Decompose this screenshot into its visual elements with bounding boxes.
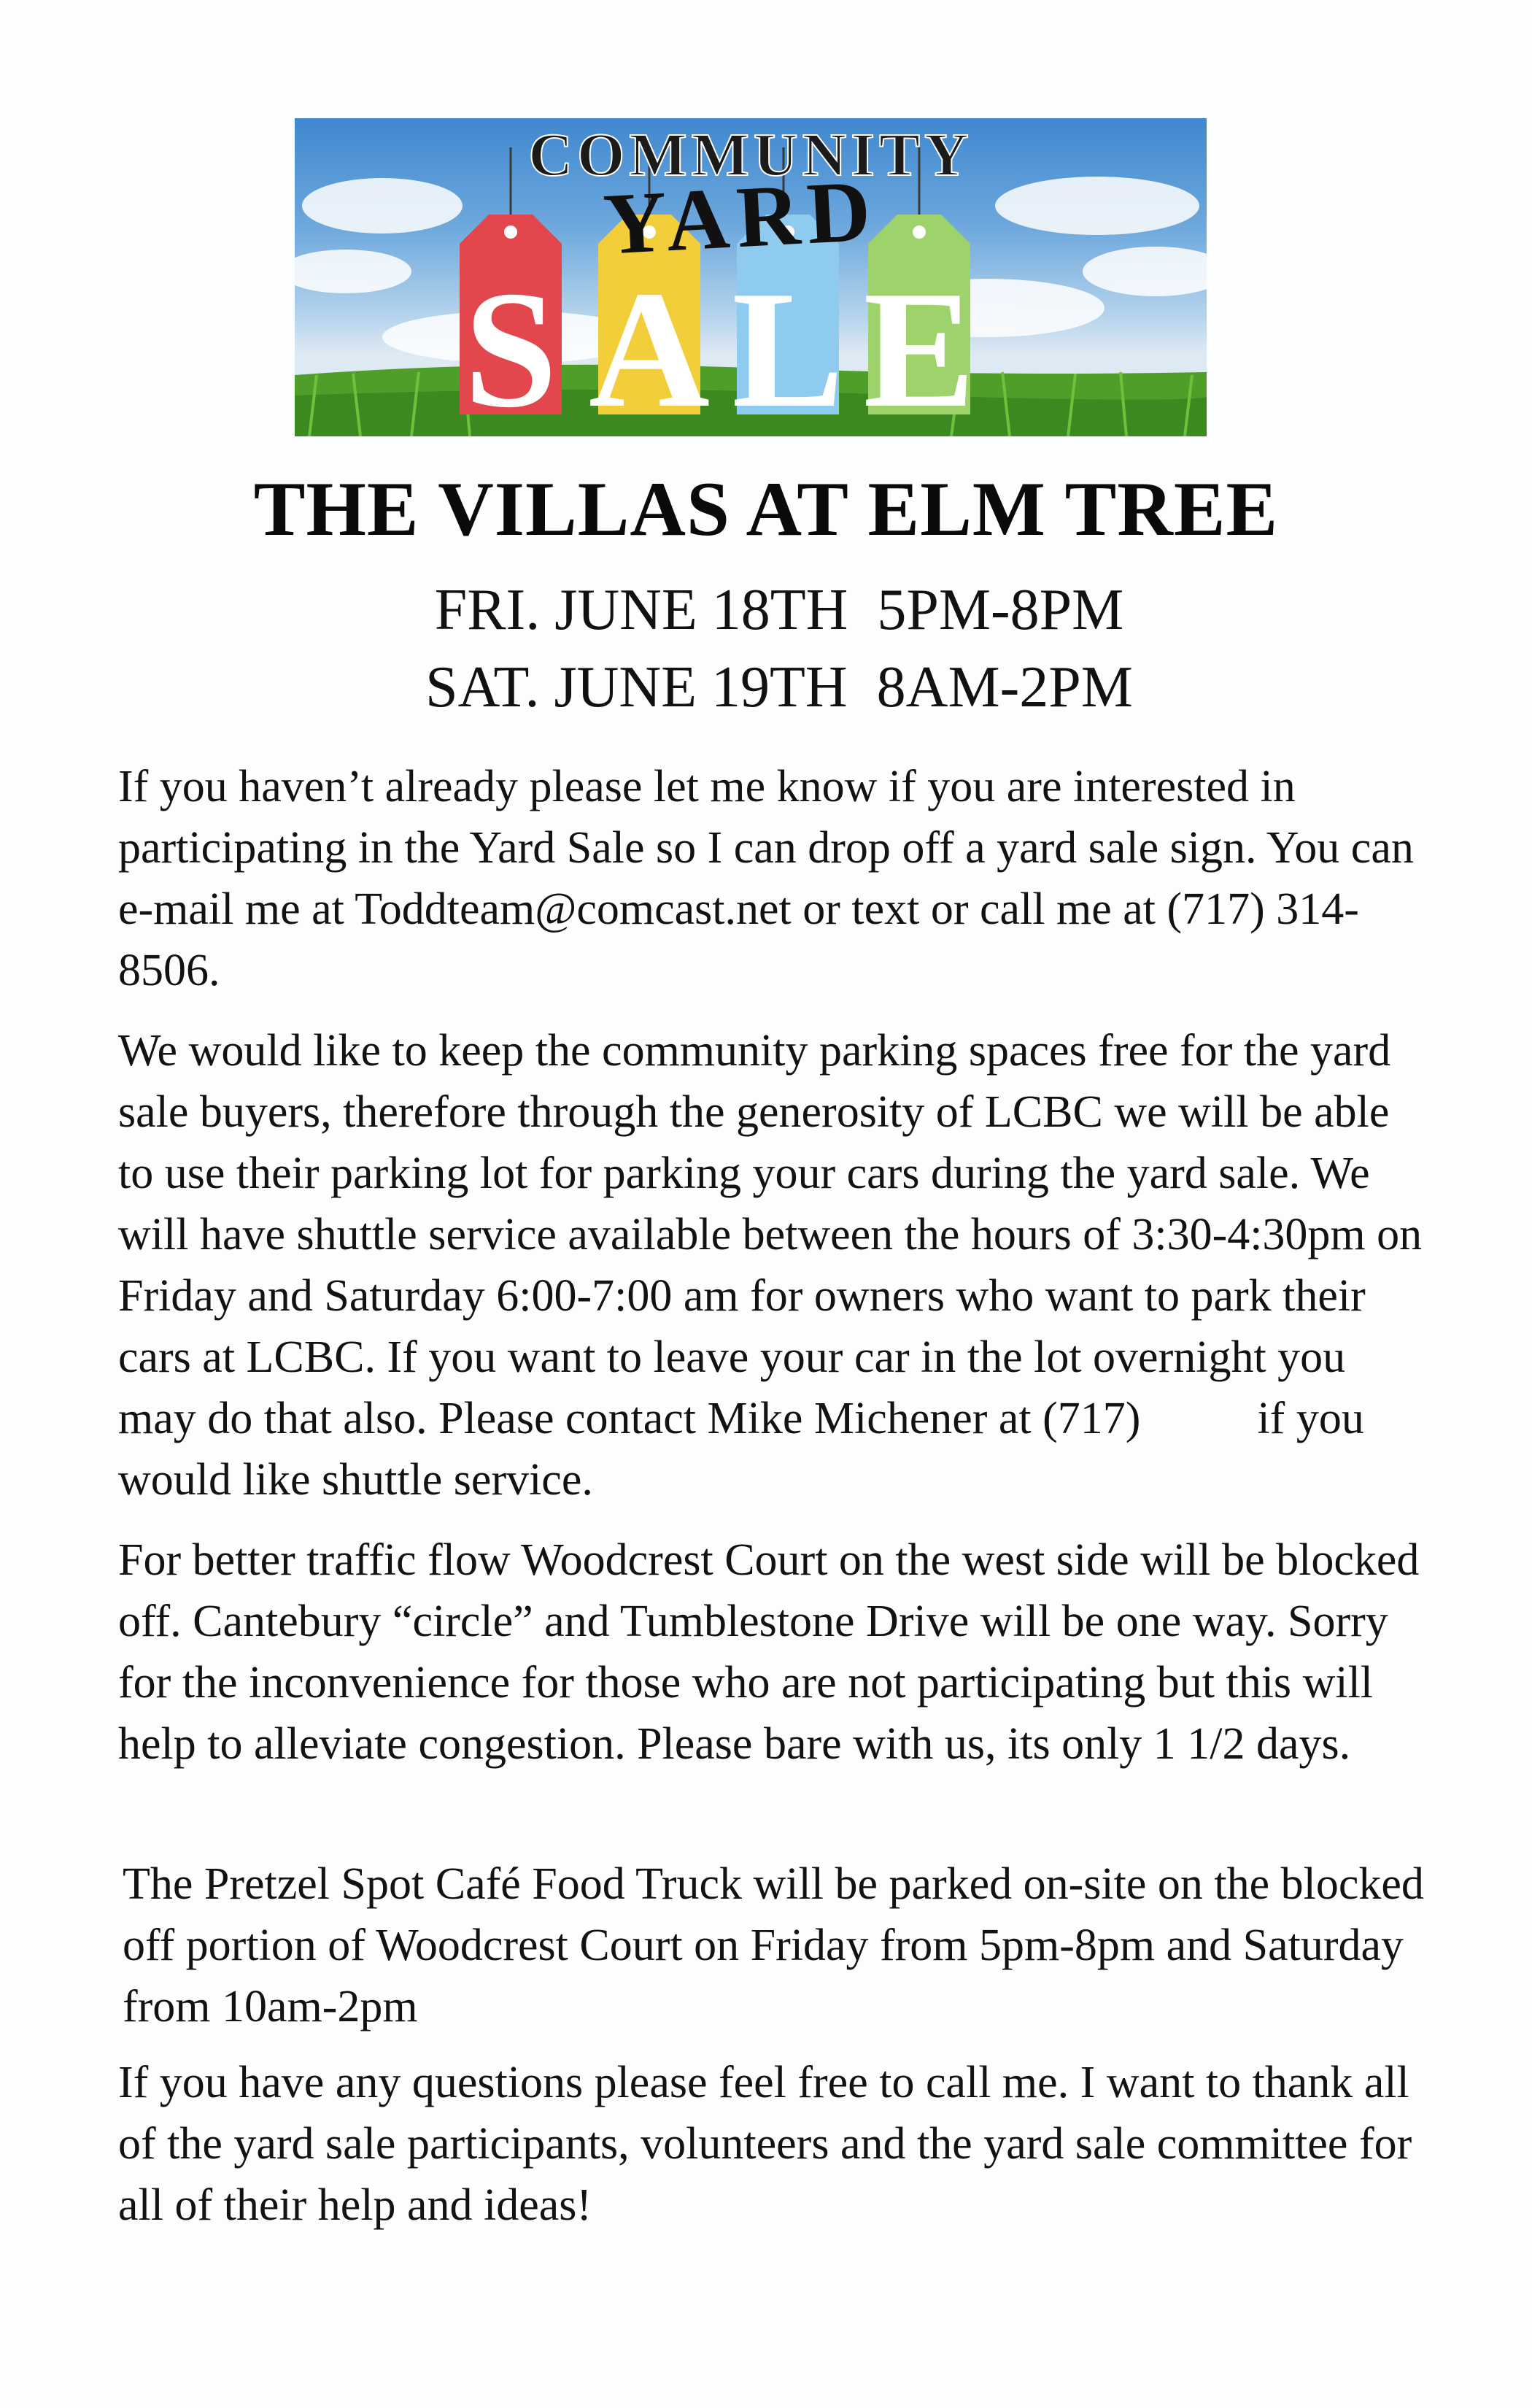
paragraph-parking-part1: We would like to keep the community parking spaces free for the yard sale buyers, therefore through the generosity of LCBC we will be able to use their parking lot for parking your cars during the yard sale. We will have shuttle service available between the hours of 3:30-4:30pm on Friday and Saturday 6:00-7:00 am for owners who want to park their cars at LCBC. If you want to leave your car in the lot overnight you may do that also. Please contact Mike Michener at (717) — [118, 1026, 1423, 1443]
tag-letter-l: L — [732, 256, 844, 436]
paragraph-food-truck: The Pretzel Spot Café Food Truck will be parked on-site on the blocked off portion of Woodcrest Court on Friday from 5pm-8pm and Saturday from 10am-2pm — [123, 1859, 1424, 2031]
tag-s — [460, 215, 562, 436]
tag-letter-e: E — [863, 256, 975, 436]
page-title: THE VILLAS AT ELM TREE — [253, 466, 1279, 552]
date-saturday: SAT. JUNE 19TH 8AM-2PM — [425, 655, 1133, 719]
community-yard-sale-banner — [295, 118, 1207, 436]
paragraph-thanks: If you have any questions please feel free to call me. I want to thank all of the yard sale participants, volunteers and the yard sale committee for all of their help and ideas! — [118, 2058, 1412, 2230]
banner-artwork — [295, 118, 1207, 436]
tag-letter-s: S — [464, 256, 557, 436]
banner-yard-text: YARD — [601, 161, 881, 273]
banner-community-text: COMMUNITY — [528, 121, 973, 189]
tag-e — [863, 215, 975, 436]
paragraph-parking — [118, 1020, 1431, 1510]
date-friday: FRI. JUNE 18TH 5PM-8PM — [434, 578, 1124, 642]
tag-letter-a: A — [588, 256, 711, 436]
paragraph-participation: If you haven’t already please let me know if you are interested in participating in the Yard Sale so I can drop off a yard sale sign. You can e-mail me at Toddteam@comcast.net or text or call me at (717) 314-8506. — [118, 762, 1414, 995]
paragraph-traffic: For better traffic flow Woodcrest Court on the west side will be blocked off. Cantebury “circle” and Tumblestone Drive will be one way. Sorry for the inconvenience for those who are not participating but this will help to alleviate congestion. Please bare with us, its only 1 1/2 days. — [118, 1535, 1420, 1769]
paragraph-parking-part2: if you would like shuttle service. — [118, 1394, 1364, 1505]
